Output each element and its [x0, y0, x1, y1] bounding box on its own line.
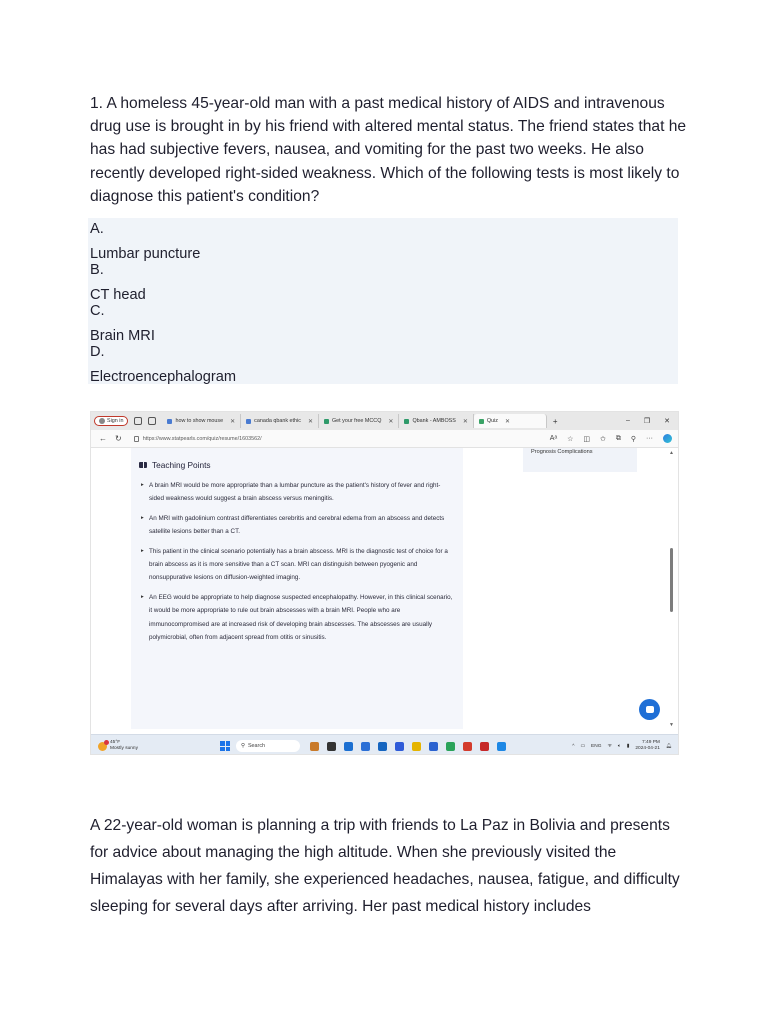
side-nav-card[interactable]: [523, 448, 637, 472]
tab-favicon-icon: [324, 419, 329, 424]
teaching-points-card: [131, 448, 463, 729]
taskbar-app-icon[interactable]: [429, 742, 438, 751]
system-tray: [572, 740, 678, 751]
taskbar-app-icon[interactable]: [446, 742, 455, 751]
choice-d-text: Electroencephalogram: [90, 369, 237, 385]
notification-bell-icon[interactable]: 🔔︎: [665, 743, 672, 749]
windows-taskbar: [91, 734, 678, 755]
more-menu-icon[interactable]: ···: [646, 435, 653, 442]
taskbar-app-icon[interactable]: [344, 742, 353, 751]
chevron-up-icon[interactable]: ^: [572, 743, 575, 749]
browser-tab[interactable]: [399, 414, 473, 428]
taskbar-app-icon[interactable]: [361, 742, 370, 751]
search-icon: ⚲: [241, 743, 245, 749]
taskbar-app-icon[interactable]: [327, 742, 336, 751]
taskbar-app-icon[interactable]: [310, 742, 319, 751]
site-info-icon[interactable]: [134, 436, 139, 442]
choice-c[interactable]: [90, 302, 678, 343]
tab-label: Quiz: [486, 418, 499, 424]
tab-label: Get your free MCCQ: [331, 418, 382, 424]
choice-b-text: CT head: [90, 287, 146, 303]
answer-choices: [88, 218, 678, 384]
choice-a[interactable]: [90, 220, 678, 261]
back-icon[interactable]: ←: [99, 434, 107, 443]
choice-d[interactable]: [90, 343, 678, 384]
weather-condition: Mostly sunny: [110, 746, 138, 751]
embedded-browser-screenshot: [90, 411, 679, 755]
close-tab-icon[interactable]: ✕: [230, 418, 236, 425]
favorites-icon[interactable]: ✩: [599, 435, 606, 443]
address-bar: [91, 430, 678, 448]
read-aloud-icon[interactable]: Aᵃ: [549, 435, 558, 442]
tab-favicon-icon: [246, 419, 251, 424]
tab-favicon-icon: [479, 419, 484, 424]
question-1-stem: 1. A homeless 45-year-old man with a past medical history of AIDS and intravenous drug use is brought in by his friend with altered mental status. The friend states that he has had subjective fevers, nausea, and vomiting for the past two weeks. He also recently developed right-sided weakness. Which of the following tests is most likely to diagnose this patient's condition?: [90, 95, 687, 205]
clock[interactable]: [635, 740, 660, 751]
url-text: https://www.statpearls.com/quiz/resume/1603562/: [142, 435, 262, 442]
new-tab-icon[interactable]: +: [552, 416, 558, 426]
minimize-icon[interactable]: –: [625, 417, 630, 424]
question-2-stem: A 22-year-old woman is planning a trip with friends to La Paz in Bolivia and presents for advice about managing the high altitude. When she previously visited the Himalayas with her family, she experienced headaches, nausea, fatigue, and difficulty sleeping for several days after arriving. Her past medical history includes: [90, 817, 680, 915]
collections-icon[interactable]: ⧉: [615, 434, 621, 442]
browser-tab[interactable]: [241, 414, 319, 428]
scrollbar-thumb[interactable]: [670, 548, 673, 612]
search-label: Search: [247, 743, 266, 749]
maximize-icon[interactable]: ❐: [643, 418, 651, 425]
volume-icon[interactable]: 🔈︎: [617, 744, 621, 749]
close-tab-icon[interactable]: ✕: [462, 418, 468, 425]
choice-d-letter: D.: [90, 344, 105, 360]
tab-list: [162, 414, 546, 428]
browser-tab[interactable]: [319, 414, 399, 428]
address-bar-icons: [550, 434, 678, 443]
scroll-up-icon[interactable]: ▲: [669, 450, 674, 456]
browser-tab[interactable]: [162, 414, 241, 428]
choice-b-letter: B.: [90, 262, 104, 278]
browser-tab-bar: [91, 412, 678, 430]
windows-start-icon[interactable]: [220, 741, 230, 751]
choice-a-letter: A.: [90, 221, 104, 237]
weather-icon: [98, 742, 107, 751]
tray-app-icon[interactable]: ▭: [580, 743, 586, 749]
teaching-points-list: [139, 479, 453, 644]
teaching-point: ▸ An EEG would be appropriate to help diagnose suspected encephalopathy. However, in this clinical scenario, it would be more appropriate to rule out brain abscesses with a brain MRI. People who are immunocompromised are at increased risk of developing brain abscesses. The abscesses are usually polymicrobial, often from adjacent spread from otitis or sinusitis.: [139, 591, 453, 645]
tab-favicon-icon: [167, 419, 172, 424]
book-icon: [139, 462, 147, 468]
avatar-icon: [99, 418, 105, 424]
close-tab-icon[interactable]: ✕: [307, 418, 313, 425]
wifi-icon[interactable]: ᯤ: [607, 744, 612, 749]
tab-favicon-icon: [404, 419, 409, 424]
sign-in-label: Sign in: [107, 418, 124, 424]
choice-c-text: Brain MRI: [90, 328, 155, 344]
close-tab-icon[interactable]: ✕: [505, 418, 511, 425]
chat-icon[interactable]: [639, 699, 660, 720]
tab-actions-icon[interactable]: [148, 417, 156, 425]
browser-tab[interactable]: [474, 414, 547, 428]
teaching-point: ▸ A brain MRI would be more appropriate than a lumbar puncture as the patient's history of fever and right-sided weakness would suggest a brain abscess versus meningitis.: [139, 479, 453, 506]
close-tab-icon[interactable]: ✕: [388, 418, 394, 425]
scroll-down-icon[interactable]: ▼: [669, 722, 674, 728]
workspaces-icon[interactable]: [134, 417, 142, 425]
split-screen-icon[interactable]: ◫: [583, 435, 590, 443]
weather-widget[interactable]: [98, 740, 208, 751]
side-nav-text: Prognosis Complications: [531, 449, 593, 455]
choice-b[interactable]: [90, 261, 678, 302]
tab-label: canada qbank ethic: [254, 418, 301, 424]
window-controls: [626, 417, 678, 425]
teaching-points-heading: [139, 460, 453, 470]
taskbar-apps: [310, 742, 506, 751]
choice-a-text: Lumbar puncture: [90, 246, 201, 262]
taskbar-app-icon[interactable]: [395, 742, 404, 751]
taskbar-app-icon[interactable]: [463, 742, 472, 751]
taskbar-search[interactable]: [236, 740, 300, 752]
taskbar-app-icon[interactable]: [497, 742, 506, 751]
taskbar-app-icon[interactable]: [412, 742, 421, 751]
choice-c-letter: C.: [90, 303, 105, 319]
teaching-point: ▸ An MRI with gadolinium contrast differentiates cerebritis and cerebral edema from an abscess and detects satellite lesions better than a CT.: [139, 512, 453, 539]
refresh-icon[interactable]: ↻: [115, 434, 122, 443]
close-window-icon[interactable]: ✕: [664, 418, 670, 425]
tab-label: Qbank - AMBOSS: [412, 418, 456, 424]
clock-date: 2024-04-21: [635, 746, 660, 751]
taskbar-app-icon[interactable]: [378, 742, 387, 751]
teaching-points-title: Teaching Points: [152, 460, 211, 470]
teaching-point: ▸ This patient in the clinical scenario potentially has a brain abscess. MRI is the diagnostic test of choice for a brain abscess as it is more sensitive than a CT scan. MRI can distinguish between pyogenic and nonsuppurative lesions on diffusion-weighted imaging.: [139, 545, 453, 585]
clock-time: 7:49 PM: [642, 740, 660, 746]
scrollbar[interactable]: [669, 448, 675, 732]
battery-icon[interactable]: ▮: [626, 743, 630, 749]
url-field[interactable]: [134, 436, 262, 442]
tab-label: how to show mouse: [175, 418, 224, 424]
temperature: 45°F: [110, 740, 121, 746]
favorite-star-icon[interactable]: ☆: [567, 435, 574, 443]
sign-in-button[interactable]: [94, 416, 128, 426]
taskbar-app-icon[interactable]: [480, 742, 489, 751]
extensions-icon[interactable]: ⚲: [630, 435, 636, 443]
copilot-icon[interactable]: [663, 434, 672, 443]
language-indicator[interactable]: ENG: [591, 743, 602, 749]
